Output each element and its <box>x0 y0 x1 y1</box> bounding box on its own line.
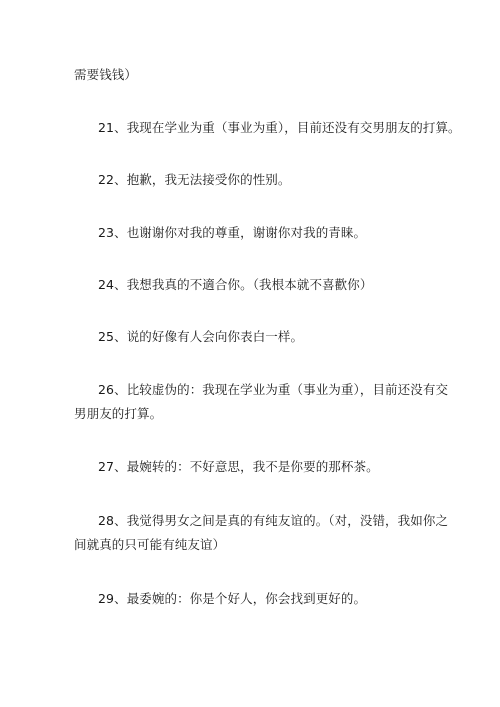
text-line-continuation: 需要钱钱） <box>74 67 138 82</box>
text-line-item-23: 23、也谢谢你对我的尊重，谢谢你对我的青睐。 <box>98 225 367 240</box>
text-line-item-29: 29、最委婉的：你是个好人，你会找到更好的。 <box>98 591 367 606</box>
text-line-item-28-cont: 间就真的只可能有纯友谊） <box>74 537 226 552</box>
text-line-item-26: 26、比较虚伪的：我现在学业为重（事业为重），目前还没有交 <box>98 382 449 397</box>
text-line-item-26-cont: 男朋友的打算。 <box>74 406 163 421</box>
text-line-item-22: 22、抱歉，我无法接受你的性别。 <box>98 172 291 187</box>
text-line-item-24: 24、我想我真的不適合你。（我根本就不喜歡你） <box>98 277 373 292</box>
text-line-item-27: 27、最婉转的：不好意思，我不是你要的那杯茶。 <box>98 459 379 474</box>
text-line-item-21: 21、我现在学业为重（事业为重），目前还没有交男朋友的打算。 <box>98 120 461 135</box>
text-line-item-28: 28、我觉得男女之间是真的有纯友谊的。（对，没错，我如你之 <box>98 513 449 528</box>
text-line-item-25: 25、说的好像有人会向你表白一样。 <box>98 329 304 344</box>
